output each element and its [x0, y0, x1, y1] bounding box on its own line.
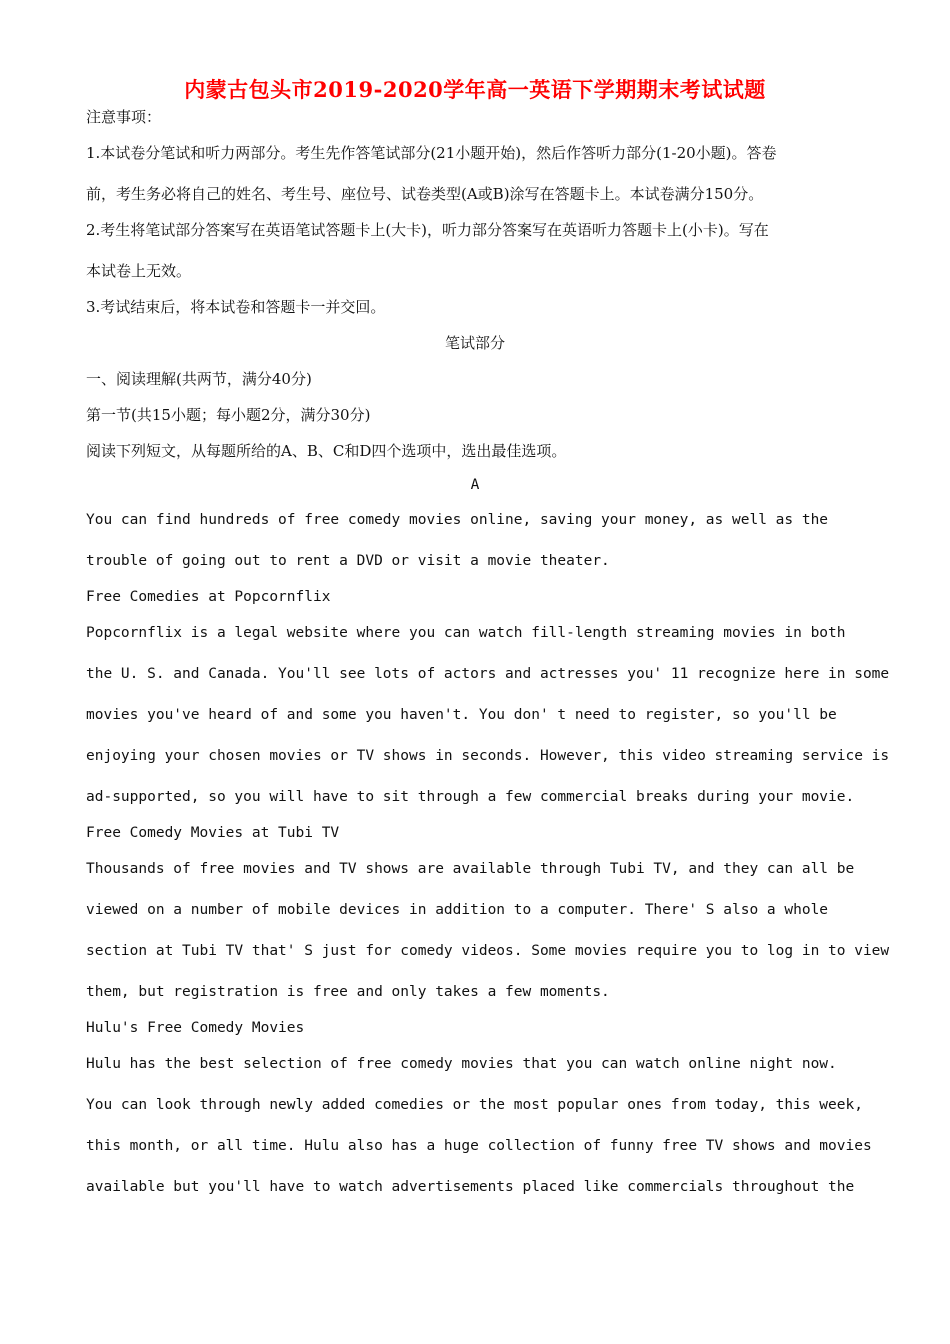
notice-item-2-line-1: 2.考生将笔试部分答案写在英语笔试答题卡上(大卡)，听力部分答案写在英语听力答题卡上(小卡)。写在 — [86, 221, 769, 239]
section-name: 笔试部分 — [444, 334, 505, 352]
popcornflix-line-1: Popcornflix is a legal website where you can watch fill-length streaming movies in both — [86, 625, 846, 641]
subheading-hulu: Hulu's Free Comedy Movies — [86, 1020, 305, 1036]
hulu-line-4: available but you'll have to watch advertisements placed like commercials throughout the — [86, 1179, 855, 1195]
hulu-line-1: Hulu has the best selection of free comedy movies that you can watch online night now. — [86, 1056, 837, 1072]
popcornflix-line-5: ad-supported, so you will have to sit through a few commercial breaks during your movie. — [86, 789, 855, 805]
subheading-tubi-tv: Free Comedy Movies at Tubi TV — [86, 825, 340, 841]
notice-heading: 注意事项： — [86, 108, 162, 126]
part-1-section-1-heading: 第一节(共15小题；每小题2分，满分30分) — [86, 406, 371, 424]
passage-intro-line-1: You can find hundreds of free comedy movies online, saving your money, as well as the — [86, 512, 829, 528]
popcornflix-line-2: the U. S. and Canada. You'll see lots of actors and actresses you' 11 recognize here in some — [86, 666, 890, 682]
tubi-line-1: Thousands of free movies and TV shows are available through Tubi TV, and they can all be — [86, 861, 855, 877]
tubi-line-4: them, but registration is free and only takes a few moments. — [86, 984, 610, 1000]
notice-item-2-line-2: 本试卷上无效。 — [86, 262, 192, 280]
passage-label: A — [470, 477, 480, 493]
popcornflix-line-4: enjoying your chosen movies or TV shows in seconds. However, this video streaming service is — [86, 748, 890, 764]
tubi-line-3: section at Tubi TV that' S just for comedy videos. Some movies require you to log in to view — [86, 943, 890, 959]
subheading-popcornflix: Free Comedies at Popcornflix — [86, 589, 331, 605]
reading-instruction: 阅读下列短文，从每题所给的A、B、C和D四个选项中，选出最佳选项。 — [86, 442, 567, 460]
hulu-line-2: You can look through newly added comedies or the most popular ones from today, this week, — [86, 1097, 863, 1113]
popcornflix-line-3: movies you've heard of and some you haven't. You don' t need to register, so you'll be — [86, 707, 837, 723]
notice-item-1-line-1: 1.本试卷分笔试和听力两部分。考生先作答笔试部分(21小题开始)，然后作答听力部分(1-20小题)。答卷 — [86, 144, 777, 162]
document-title: 内蒙古包头市2019-2020学年高一英语下学期期末考试试题 — [184, 77, 766, 102]
hulu-line-3: this month, or all time. Hulu also has a huge collection of funny free TV shows and movies — [86, 1138, 872, 1154]
tubi-line-2: viewed on a number of mobile devices in addition to a computer. There' S also a whole — [86, 902, 829, 918]
notice-item-1-line-2: 前，考生务必将自己的姓名、考生号、座位号、试卷类型(A或B)涂写在答题卡上。本试卷满分150分。 — [86, 185, 764, 203]
part-1-heading: 一、阅读理解(共两节，满分40分) — [86, 370, 312, 388]
passage-intro-line-2: trouble of going out to rent a DVD or visit a movie theater. — [86, 553, 610, 569]
notice-item-3: 3.考试结束后，将本试卷和答题卡一并交回。 — [86, 298, 386, 316]
